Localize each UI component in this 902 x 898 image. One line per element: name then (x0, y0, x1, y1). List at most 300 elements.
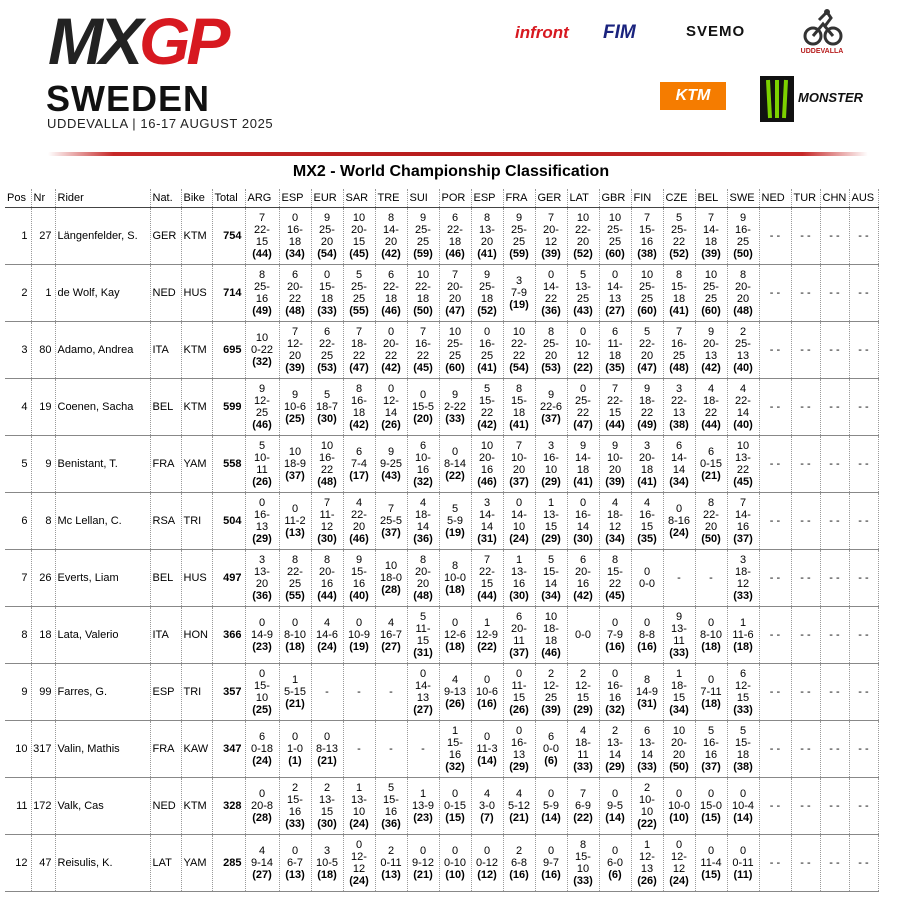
event-result-line: 9 (419, 212, 427, 224)
event-result-line: 0 (323, 269, 331, 281)
event-result-line: 15 (672, 692, 686, 704)
event-result-line: 8 (515, 383, 523, 395)
cell-event-result (631, 265, 663, 322)
event-result-line: 16- (511, 737, 527, 749)
event-result-line: 0 (483, 731, 491, 743)
event-result-line: 12- (543, 680, 559, 692)
event-result-line: 6 (643, 725, 651, 737)
event-result-line: 16 (352, 578, 366, 590)
cell-pos: 4 (5, 379, 31, 436)
event-result-line: 2 (547, 668, 555, 680)
event-points: (22) (573, 812, 593, 824)
event-points: (36) (413, 533, 433, 545)
cell-event-result (375, 664, 407, 721)
event-points: (49) (252, 305, 272, 317)
cell-event-result (849, 835, 878, 892)
cell-event-result (759, 664, 791, 721)
cell-event-result (279, 322, 311, 379)
cell-event-result (311, 322, 343, 379)
event-points: (48) (669, 362, 689, 374)
cell-event-result (663, 493, 695, 550)
event-result-line: 15- (543, 566, 559, 578)
event-result-line: - - (800, 857, 811, 869)
event-result-line: 14- (735, 509, 751, 521)
event-venue-dates: UDDEVALLA | 16-17 AUGUST 2025 (47, 116, 274, 131)
event-points: (52) (477, 305, 497, 317)
event-result-line: 13- (607, 737, 623, 749)
event-points: (21) (701, 470, 721, 482)
event-result-line: 18 (672, 293, 686, 305)
event-points: (53) (541, 362, 561, 374)
event-result-line: - - (769, 401, 781, 413)
event-result-line: 3 (547, 440, 555, 452)
cell-nr: 27 (31, 208, 55, 265)
event-points: (10) (669, 812, 689, 824)
event-result-line: 4 (258, 845, 266, 857)
cell-event-result (311, 778, 343, 835)
event-result-line: 0 (643, 566, 651, 578)
cell-event-result (695, 265, 727, 322)
event-result-line: 20- (415, 566, 431, 578)
event-result-line: 0 (483, 845, 491, 857)
event-result-line: 10-4 (731, 800, 755, 812)
cell-event-result (503, 208, 535, 265)
cell-event-result (663, 550, 695, 607)
cell-event-result (311, 835, 343, 892)
event-result-line: - - (769, 857, 781, 869)
event-points: (6) (544, 755, 558, 767)
event-points: (1) (288, 755, 302, 767)
event-points: (30) (317, 413, 337, 425)
cell-event-result (759, 778, 791, 835)
col-event: ESP (471, 189, 503, 208)
event-result-line: 4 (643, 497, 651, 509)
cell-bike: KTM (181, 379, 212, 436)
event-result-line: 9-14 (250, 857, 274, 869)
event-result-line: 5 (739, 725, 747, 737)
cell-event-result (375, 550, 407, 607)
event-points: (13) (285, 527, 305, 539)
event-result-line: - - (858, 515, 869, 527)
cell-nr: 26 (31, 550, 55, 607)
col-event: LAT (567, 189, 599, 208)
event-result-line: 10- (575, 338, 591, 350)
event-result-line: 10 (640, 806, 654, 818)
event-points: (31) (637, 698, 657, 710)
event-points: (15) (701, 812, 721, 824)
cell-event-result (820, 835, 849, 892)
event-points: (18) (445, 641, 465, 653)
event-points: (16) (605, 641, 625, 653)
event-result-line: 0 (611, 269, 619, 281)
event-result-line: 15- (575, 851, 591, 863)
cell-event-result (849, 265, 878, 322)
event-points: (37) (509, 476, 529, 488)
event-points: (29) (605, 761, 625, 773)
event-result-line: 20 (608, 464, 622, 476)
cell-event-result (279, 379, 311, 436)
event-result-line: - - (800, 344, 811, 356)
event-result-line: 25 (576, 293, 590, 305)
cell-event-result (471, 550, 503, 607)
event-result-line: - - (769, 743, 781, 755)
cell-event-result (375, 778, 407, 835)
cell-event-result (663, 208, 695, 265)
event-result-line: - - (829, 458, 840, 470)
event-result-line: 20- (447, 281, 463, 293)
event-result-line: 0 (258, 497, 266, 509)
event-points: (44) (252, 248, 272, 260)
event-points: (22) (445, 470, 465, 482)
cell-nr: 47 (31, 835, 55, 892)
event-result-line: 18 (576, 464, 590, 476)
event-result-line: 14- (479, 509, 495, 521)
cell-bike: HUS (181, 265, 212, 322)
event-result-line: 0-15 (699, 458, 723, 470)
cell-event-result (791, 607, 820, 664)
event-result-line: 20 (672, 749, 686, 761)
event-result-line: 10-6 (475, 686, 499, 698)
event-result-line: 18 (480, 293, 494, 305)
cell-nat: GER (150, 208, 181, 265)
event-result-line: 11 (256, 464, 268, 476)
event-result-line: 11- (415, 623, 431, 635)
event-result-line: 10 (544, 611, 558, 623)
event-result-line: 9 (323, 212, 331, 224)
event-points: (48) (317, 476, 337, 488)
event-points: (24) (252, 755, 272, 767)
cell-event-result (343, 550, 375, 607)
event-result-line: 9 (739, 212, 747, 224)
event-points: (21) (285, 698, 305, 710)
event-result-line: 16 (608, 692, 622, 704)
event-points: (13) (285, 869, 305, 881)
event-points: (33) (317, 305, 337, 317)
cell-event-result (407, 835, 439, 892)
event-points: (27) (605, 305, 625, 317)
cell-event-result (631, 721, 663, 778)
event-result-line: 14- (415, 680, 431, 692)
motocross-rider-icon (797, 8, 847, 46)
event-points: (18) (445, 584, 465, 596)
cell-nat: NED (150, 778, 181, 835)
cell-event-result (535, 550, 567, 607)
event-result-line: 8 (258, 269, 266, 281)
cell-event-result (535, 664, 567, 721)
cell-pos: 6 (5, 493, 31, 550)
cell-event-result (663, 607, 695, 664)
event-result-line: 13 (640, 863, 654, 875)
cell-nat: ITA (150, 322, 181, 379)
event-result-line: 22- (319, 338, 335, 350)
event-points: (37) (701, 761, 721, 773)
cell-event-result (407, 778, 439, 835)
event-result-line: 4 (323, 617, 331, 629)
cell-event-result (695, 436, 727, 493)
event-result-line: 16- (415, 338, 431, 350)
event-result-line: 22 (288, 293, 302, 305)
event-result-line: 4 (355, 497, 363, 509)
event-result-line: 25- (543, 338, 559, 350)
cell-event-result (311, 493, 343, 550)
event-result-line: 10 (512, 326, 526, 338)
event-points: (37) (285, 470, 305, 482)
event-result-line: 5 (579, 269, 587, 281)
event-result-line: 16 (384, 806, 398, 818)
event-result-line: 0 (419, 845, 427, 857)
col-event: ESP (279, 189, 311, 208)
event-result-line: 14 (672, 464, 686, 476)
event-result-line: 13- (639, 737, 655, 749)
event-points: (59) (413, 248, 433, 260)
cell-event-result (407, 664, 439, 721)
event-result-line: 9 (451, 389, 459, 401)
cell-pos: 2 (5, 265, 31, 322)
event-result-line: - - (829, 401, 840, 413)
event-result-line: 0-0 (543, 743, 559, 755)
cell-rider: Farres, G. (55, 664, 150, 721)
cell-event-result (407, 379, 439, 436)
event-points: (52) (573, 248, 593, 260)
fim-logo: FIM (603, 22, 636, 43)
cell-event-result (727, 379, 759, 436)
event-result-line: 10 (608, 212, 622, 224)
event-result-line: 18-9 (283, 458, 307, 470)
event-result-line: 0 (451, 617, 459, 629)
cell-event-result (791, 664, 820, 721)
event-points: (60) (605, 248, 625, 260)
cell-event-result (599, 208, 631, 265)
cell-event-result (727, 664, 759, 721)
event-result-line: 3 (323, 845, 331, 857)
event-points: (44) (605, 419, 625, 431)
col-event: EUR (311, 189, 343, 208)
event-points: (6) (608, 869, 622, 881)
event-result-line: 20- (735, 281, 751, 293)
cell-event-result (695, 550, 727, 607)
event-result-line: 20 (384, 236, 398, 248)
event-points: (38) (637, 248, 657, 260)
event-result-line: 14-6 (315, 629, 339, 641)
event-result-line: 16 (736, 521, 750, 533)
cell-event-result (245, 265, 279, 322)
cell-nr: 1 (31, 265, 55, 322)
cell-event-result (503, 550, 535, 607)
event-result-line: 0 (579, 497, 587, 509)
event-points: (13) (381, 869, 401, 881)
col-nat: Nat. (150, 189, 181, 208)
event-result-line: 0 (643, 617, 651, 629)
event-result-line: 20 (416, 578, 430, 590)
event-result-line: 16- (543, 452, 559, 464)
event-result-line: 14- (383, 224, 399, 236)
event-result-line: 22- (383, 281, 399, 293)
event-points: (52) (669, 248, 689, 260)
event-result-line: 15 (416, 635, 430, 647)
monster-energy-logo (760, 76, 863, 122)
event-result-line: 16 (416, 464, 430, 476)
cell-event-result (471, 607, 503, 664)
cell-event-result (759, 550, 791, 607)
event-result-line: 7 (291, 326, 299, 338)
cell-event-result (599, 721, 631, 778)
cell-event-result (631, 664, 663, 721)
event-result-line: 0 (611, 845, 619, 857)
event-result-line: 2 (739, 326, 747, 338)
cell-event-result (663, 721, 695, 778)
cell-event-result (343, 835, 375, 892)
event-result-line: 18-7 (315, 401, 339, 413)
cell-event-result (567, 664, 599, 721)
cell-event-result (407, 721, 439, 778)
col-event: AUS (849, 189, 878, 208)
event-result-line: - - (858, 401, 869, 413)
cell-event-result (695, 493, 727, 550)
header-banner (0, 0, 902, 158)
event-result-line: 0 (291, 617, 299, 629)
event-points: (40) (733, 362, 753, 374)
event-points: (33) (733, 704, 753, 716)
event-result-line: 11 (673, 635, 685, 647)
event-points: (28) (381, 584, 401, 596)
cell-event-result (407, 550, 439, 607)
event-points: (36) (252, 590, 272, 602)
event-result-line: 2 (579, 668, 587, 680)
cell-event-result (245, 379, 279, 436)
table-row (5, 664, 878, 721)
event-result-line: 1-0 (287, 743, 303, 755)
event-result-line: 20 (576, 236, 590, 248)
event-result-line: 0 (355, 617, 363, 629)
event-points: (12) (477, 869, 497, 881)
cell-nat: NED (150, 265, 181, 322)
cell-event-result (695, 835, 727, 892)
cell-nat: ESP (150, 664, 181, 721)
cell-event-result (471, 322, 503, 379)
event-result-line: - - (858, 230, 869, 242)
event-result-line: 25- (671, 224, 687, 236)
event-result-line: 15- (479, 395, 495, 407)
cell-event-result (375, 265, 407, 322)
event-result-line: - - (800, 800, 811, 812)
event-points: (14) (605, 812, 625, 824)
cell-event-result (471, 208, 503, 265)
event-result-line: 16- (671, 338, 687, 350)
cell-event-result (663, 835, 695, 892)
event-result-line: 11- (511, 680, 527, 692)
col-event: FRA (503, 189, 535, 208)
cell-event-result (439, 493, 471, 550)
event-result-line: 6 (291, 269, 299, 281)
event-result-line: 13- (254, 566, 270, 578)
event-result-line: 1 (419, 788, 427, 800)
event-result-line: 3 (739, 554, 747, 566)
event-result-line: 10 (544, 464, 558, 476)
event-points: (16) (477, 698, 497, 710)
event-result-line: 22- (415, 281, 431, 293)
event-result-line: 18 (704, 236, 718, 248)
cell-event-result (663, 322, 695, 379)
event-result-line: 25- (351, 281, 367, 293)
event-result-line: 3 (483, 497, 491, 509)
cell-event-result (471, 778, 503, 835)
cell-event-result (471, 436, 503, 493)
event-points: (10) (445, 869, 465, 881)
event-result-line: 3 (675, 383, 683, 395)
cell-event-result (503, 721, 535, 778)
event-result-line: 6 (419, 440, 427, 452)
event-result-line: 0 (579, 326, 587, 338)
cell-event-result (279, 550, 311, 607)
cell-event-result (695, 721, 727, 778)
event-points: (33) (445, 413, 465, 425)
uddevalla-label: UDDEVALLA (800, 48, 844, 55)
event-result-line: - (709, 572, 713, 584)
event-result-line: 0 (387, 383, 395, 395)
event-result-line: 25 (640, 293, 654, 305)
event-result-line: 6 (355, 446, 363, 458)
event-result-line: 18 (320, 293, 334, 305)
event-result-line: 13- (735, 452, 751, 464)
event-result-line: 1 (675, 668, 683, 680)
table-row (5, 265, 878, 322)
event-result-line: - - (858, 629, 869, 641)
cell-event-result (849, 322, 878, 379)
cell-event-result (279, 835, 311, 892)
event-result-line: 16- (639, 509, 655, 521)
event-result-line: 5 (451, 503, 459, 515)
cell-event-result (343, 436, 375, 493)
event-result-line: 5 (387, 782, 395, 794)
cell-event-result (599, 664, 631, 721)
event-points: (36) (541, 305, 561, 317)
event-result-line: - (389, 743, 393, 755)
table-row (5, 436, 878, 493)
event-result-line: 13 (255, 521, 269, 533)
cell-event-result (727, 721, 759, 778)
event-result-line: 10 (512, 521, 526, 533)
event-result-line: 16- (735, 224, 751, 236)
cell-event-result (727, 778, 759, 835)
event-result-line: 14 (480, 521, 494, 533)
event-result-line: 12 (576, 350, 590, 362)
event-result-line: 22 (352, 350, 366, 362)
event-result-line: 12-9 (475, 629, 499, 641)
event-result-line: 1 (739, 617, 747, 629)
event-result-line: 5-9 (543, 800, 559, 812)
cell-nr: 9 (31, 436, 55, 493)
event-result-line: 9 (611, 440, 619, 452)
event-result-line: 10 (640, 269, 654, 281)
cell-event-result (820, 208, 849, 265)
event-result-line: 1 (291, 674, 299, 686)
cell-event-result (311, 436, 343, 493)
event-points: (35) (605, 362, 625, 374)
event-points: (30) (509, 590, 529, 602)
cell-event-result (631, 322, 663, 379)
event-result-line: 6 (611, 326, 619, 338)
event-result-line: 15- (319, 281, 335, 293)
cell-event-result (791, 436, 820, 493)
event-result-line: 10 (416, 269, 430, 281)
event-result-line: 1 (483, 617, 491, 629)
event-points: (37) (509, 647, 529, 659)
event-result-line: 2 (291, 782, 299, 794)
col-event: TRE (375, 189, 407, 208)
event-result-line: 6 (515, 611, 523, 623)
event-result-line: - (677, 572, 681, 584)
cell-event-result (695, 322, 727, 379)
